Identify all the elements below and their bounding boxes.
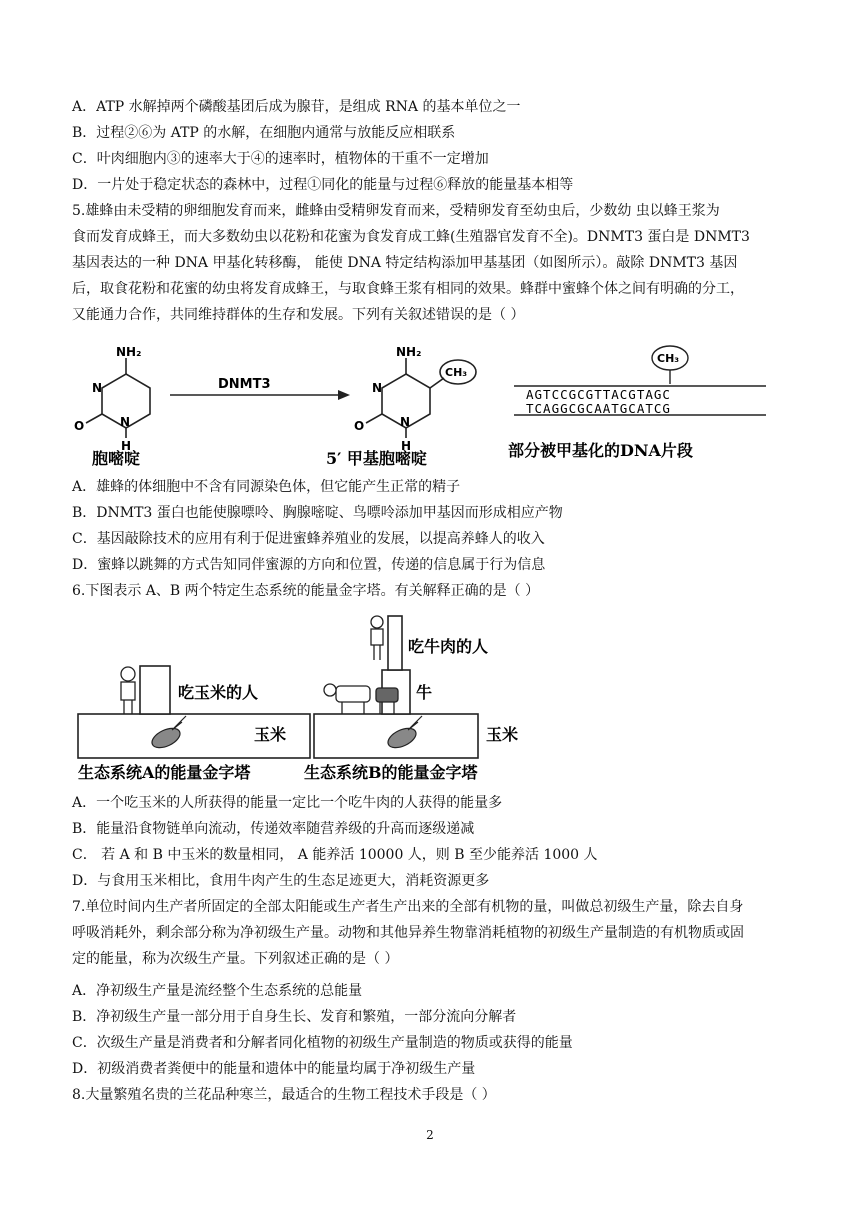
q8-stem: 8.大量繁殖名贵的兰花品种寒兰，最适合的生物工程技术手段是（ ） — [72, 1087, 496, 1103]
q5-option-b: B．DNMT3 蛋白也能使腺嘌呤、胸腺嘧啶、鸟嘌呤添加甲基因而形成相应产物 — [72, 505, 563, 521]
pyramid-a-person-label: 吃玉米的人 — [178, 683, 259, 702]
pyramid-b-cow-label: 牛 — [416, 683, 433, 702]
q6-option-d: D．与食用玉米相比，食用牛肉产生的生态足迹更大，消耗资源更多 — [72, 873, 490, 889]
methyl-group-label: CH₃ — [445, 366, 468, 379]
q5-stem-line: 基因表达的一种 DNA 甲基化转移酶， 能使 DNA 特定结构添加甲基基团（如图所示）。敲除 DNMT3 基因 — [72, 255, 738, 271]
methylcytosine-n: N — [372, 381, 383, 395]
q5-option-d: D．蜜蜂以跳舞的方式告知同伴蜜源的方向和位置，传递的信息属于行为信息 — [72, 557, 546, 573]
cytosine-structure — [86, 358, 150, 438]
q5-stem — [72, 198, 790, 328]
q5-stem-line: 食而发育成蜂王，而大多数幼虫以花粉和花蜜为食发育成工蜂(生殖器官发育不全)。DNMT3 蛋白是 DNMT3 — [72, 229, 750, 245]
q7-option-a: A．净初级生产量是流经整个生态系统的总能量 — [72, 983, 363, 999]
q4-option-a: A．ATP 水解掉两个磷酸基团后成为腺苷，是组成 RNA 的基本单位之一 — [72, 99, 521, 115]
q6-stem: 6.下图表示 A、B 两个特定生态系统的能量金字塔。有关解释正确的是（ ） — [72, 583, 540, 599]
arrow-head — [338, 390, 350, 400]
pyramid-b-caption: 生态系统B的能量金字塔 — [304, 763, 478, 782]
page-number: 2 — [426, 1128, 434, 1142]
methylcytosine-n2: N — [400, 415, 411, 429]
dna-fragment-label: 部分被甲基化的DNA片段 — [508, 441, 693, 460]
q7-stem-line: 呼吸消耗外，剩余部分称为净初级生产量。动物和其他异养生物靠消耗植物的初级生产量制造的有机物质或固 — [72, 925, 744, 941]
q4-option-b: B．过程②⑥为 ATP 的水解，在细胞内通常与放能反应相联系 — [72, 125, 456, 141]
enzyme-label: DNMT3 — [218, 377, 271, 392]
q7-stem-line: 定的能量，称为次级生产量。下列叙述正确的是（ ） — [72, 951, 399, 967]
methylcytosine-label: 5′ 甲基胞嘧啶 — [326, 449, 427, 468]
cytosine-h: H — [121, 439, 132, 453]
cytosine-nh2: NH₂ — [116, 345, 142, 359]
methylcytosine-h: H — [401, 439, 412, 453]
dna-methyl-label: CH₃ — [657, 352, 680, 365]
methylcytosine-nh2: NH₂ — [396, 345, 422, 359]
q5-stem-line: 后，取食花粉和花蜜的幼虫将发育成蜂王，与取食蜂王浆有相同的效果。蜂群中蜜蜂个体之间有明确的分工， — [72, 281, 744, 297]
energy-pyramid-figure — [70, 608, 550, 786]
pyramid-b-person-label: 吃牛肉的人 — [408, 637, 489, 656]
q5-stem-line: 5.雄蜂由未受精的卵细胞发育而来，雌蜂由受精卵发育而来，受精卵发育至幼虫后，少数幼 虫以蜂王浆为 — [72, 203, 720, 219]
q6-option-c: C． 若 A 和 B 中玉米的数量相同， A 能养活 10000 人，则 B 至少能养活 1000 人 — [72, 847, 598, 863]
q7-option-b: B．净初级生产量一部分用于自身生长、发育和繁殖，一部分流向分解者 — [72, 1009, 517, 1025]
q5-option-a: A．雄蜂的体细胞中不含有同源染色体，但它能产生正常的精子 — [72, 479, 461, 495]
pyramid-a-base-label: 玉米 — [254, 725, 287, 744]
q4-option-c: C．叶肉细胞内③的速率大于④的速率时，植物体的干重不一定增加 — [72, 151, 489, 167]
dna-bottom-strand: TCAGGCGCAATGCATCG — [526, 401, 671, 416]
person-a-icon — [121, 667, 135, 714]
q5-option-c: C．基因敲除技术的应用有利于促进蜜蜂养殖业的发展，以提高养蜂人的收入 — [72, 531, 545, 547]
cytosine-label: 胞嘧啶 — [92, 449, 141, 468]
q7-option-c: C．次级生产量是消费者和分解者同化植物的初级生产量制造的物质或获得的能量 — [72, 1035, 573, 1051]
methylcytosine-o: O — [354, 419, 365, 433]
dna-top-strand: AGTCCGCGTTACGTAGC — [526, 387, 671, 402]
cytosine-n: N — [92, 381, 103, 395]
q6-option-b: B．能量沿食物链单向流动，传递效率随营养级的升高而逐级递减 — [72, 821, 475, 837]
q7-stem — [72, 894, 790, 972]
pyramid-a-caption: 生态系统A的能量金字塔 — [78, 763, 251, 782]
q5-stem-line: 又能通力合作，共同维持群体的生存和发展。下列有关叙述错误的是（ ） — [72, 307, 525, 323]
q6-option-a: A．一个吃玉米的人所获得的能量一定比一个吃牛肉的人获得的能量多 — [72, 795, 503, 811]
person-b-icon — [371, 616, 383, 660]
q7-stem-line: 7.单位时间内生产者所固定的全部太阳能或生产者生产出来的全部有机物的量，叫做总初级生产量，除去自身 — [72, 899, 744, 915]
pyramid-b-base-label: 玉米 — [486, 725, 519, 744]
q4-option-d: D．一片处于稳定状态的森林中，过程①同化的能量与过程⑥释放的能量基本相等 — [72, 177, 574, 193]
cytosine-n2: N — [120, 415, 131, 429]
dna-methylation-figure — [70, 340, 780, 468]
cytosine-o: O — [74, 419, 85, 433]
q7-option-d: D．初级消费者粪便中的能量和遗体中的能量均属于净初级生产量 — [72, 1061, 476, 1077]
pyramid-a — [78, 666, 310, 758]
